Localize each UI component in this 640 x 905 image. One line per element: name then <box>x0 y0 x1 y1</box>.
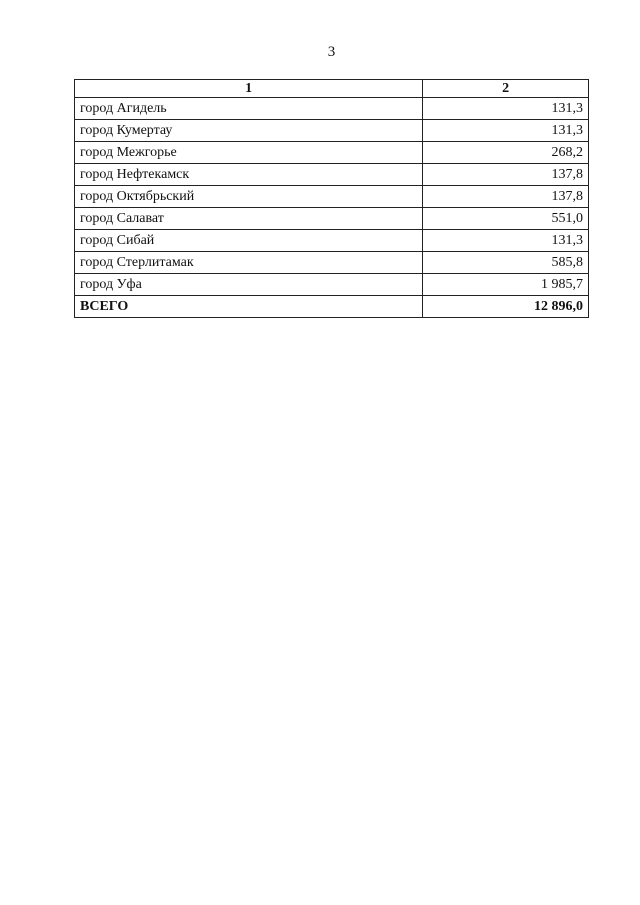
total-value: 12 896,0 <box>423 296 589 318</box>
row-value: 131,3 <box>423 120 589 142</box>
total-label: ВСЕГО <box>75 296 423 318</box>
row-name: город Салават <box>75 208 423 230</box>
column-header-1: 1 <box>75 80 423 98</box>
row-name: город Октябрьский <box>75 186 423 208</box>
row-name: город Нефтекамск <box>75 164 423 186</box>
row-value: 1 985,7 <box>423 274 589 296</box>
page-number: 3 <box>327 44 336 60</box>
table-row <box>75 142 589 164</box>
row-name: город Кумертау <box>75 120 423 142</box>
row-value: 137,8 <box>423 186 589 208</box>
table-row <box>75 208 589 230</box>
row-value: 585,8 <box>423 252 589 274</box>
column-header-2: 2 <box>423 80 589 98</box>
row-name: город Уфа <box>75 274 423 296</box>
table-row <box>75 274 589 296</box>
row-value: 268,2 <box>423 142 589 164</box>
total-row <box>75 296 589 318</box>
row-name: город Агидель <box>75 98 423 120</box>
row-name: город Сибай <box>75 230 423 252</box>
row-value: 137,8 <box>423 164 589 186</box>
row-value: 551,0 <box>423 208 589 230</box>
table-row <box>75 230 589 252</box>
table-row <box>75 120 589 142</box>
row-name: город Стерлитамак <box>75 252 423 274</box>
table-row <box>75 164 589 186</box>
table-row <box>75 186 589 208</box>
row-value: 131,3 <box>423 98 589 120</box>
allocation-table <box>74 79 589 318</box>
row-value: 131,3 <box>423 230 589 252</box>
table-header-row <box>75 80 589 98</box>
table-row <box>75 252 589 274</box>
row-name: город Межгорье <box>75 142 423 164</box>
table-row <box>75 98 589 120</box>
